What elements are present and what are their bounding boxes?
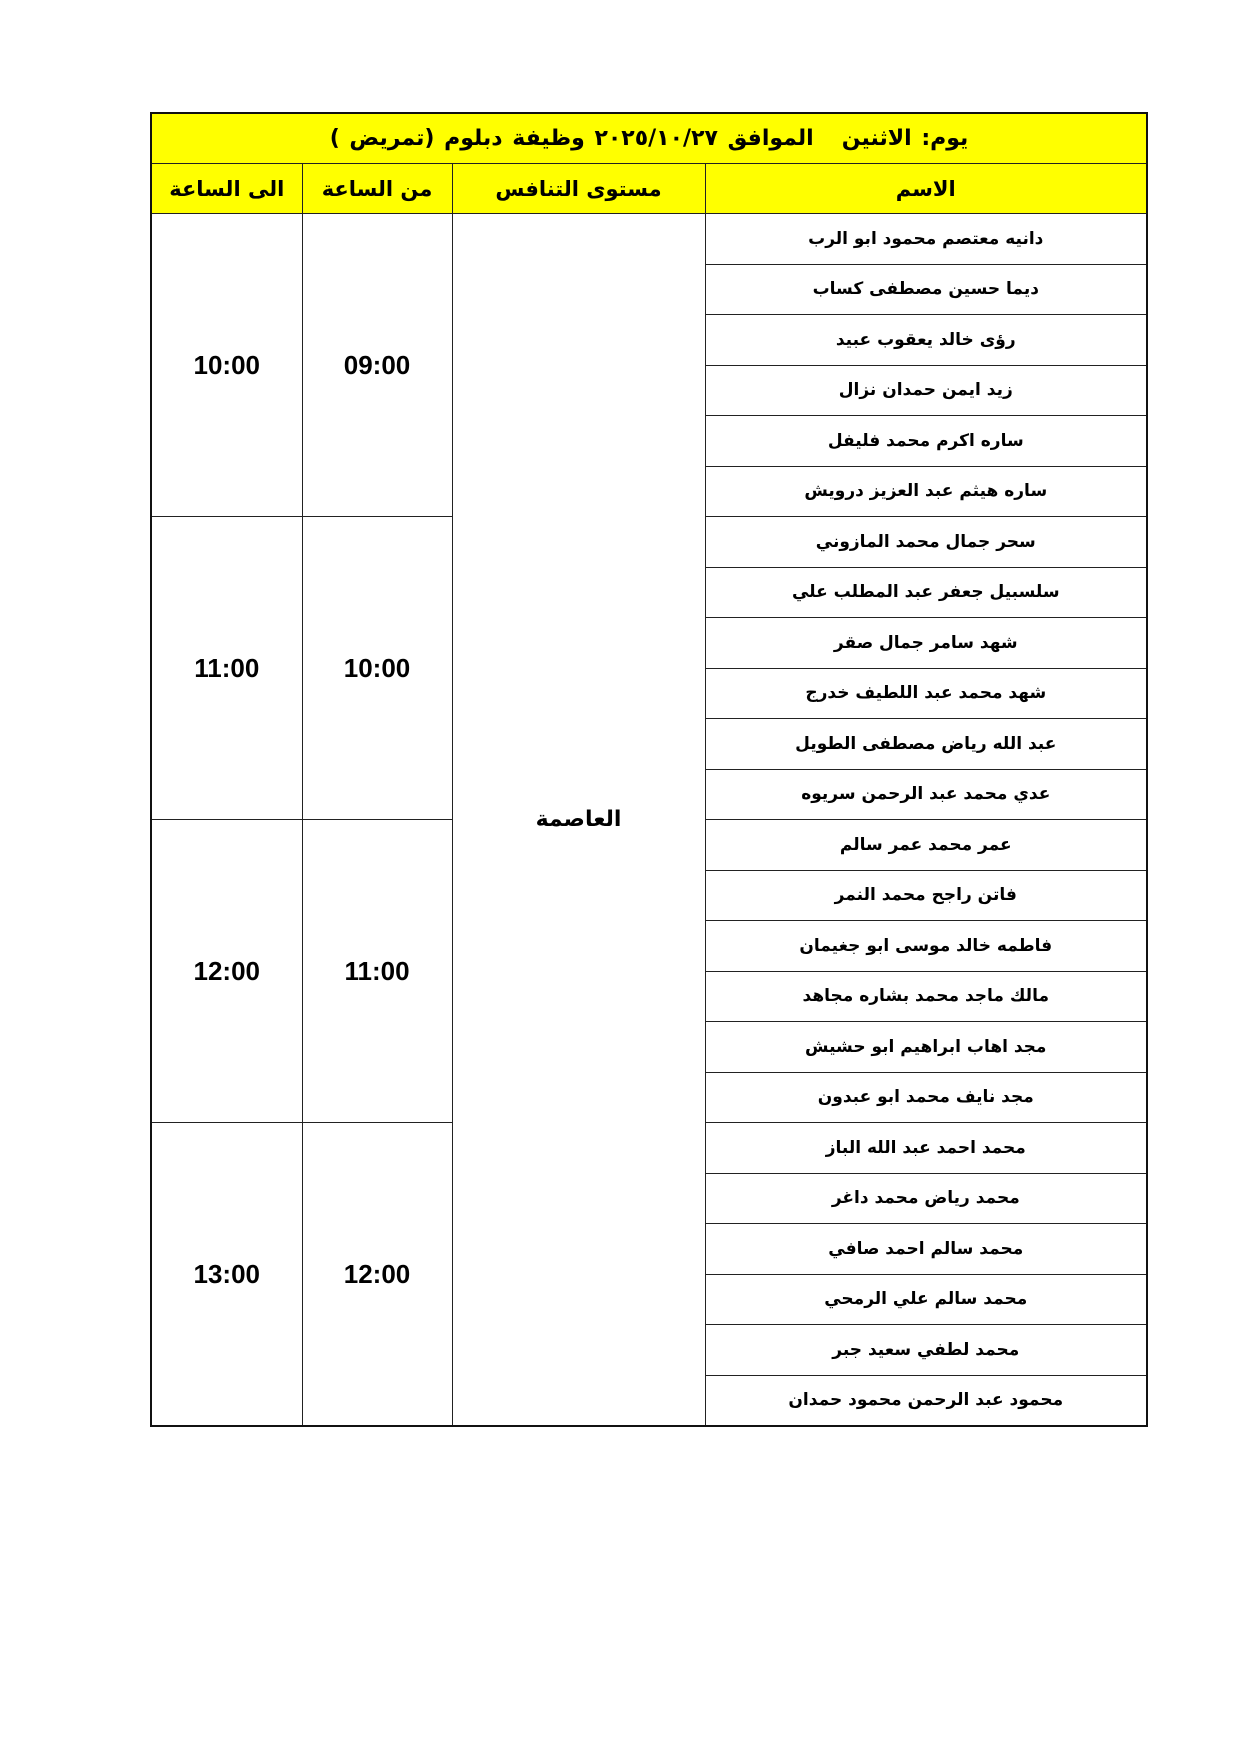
candidate-name: سلسبيل جعفر عبد المطلب علي [705, 567, 1147, 618]
column-header-from-time: من الساعة [302, 164, 452, 214]
candidate-name: ديما حسين مصطفى كساب [705, 264, 1147, 315]
from-time: 10:00 [302, 517, 452, 820]
candidate-name: ساره اكرم محمد فليفل [705, 416, 1147, 467]
schedule-body [151, 214, 1147, 1427]
document-title [151, 113, 1147, 164]
from-time: 12:00 [302, 1123, 452, 1427]
candidate-name: شهد سامر جمال صقر [705, 618, 1147, 669]
candidate-name: ساره هيثم عبد العزيز درويش [705, 466, 1147, 517]
candidate-name: محمد رياض محمد داغر [705, 1173, 1147, 1224]
candidate-name: مجد اهاب ابراهيم ابو حشيش [705, 1022, 1147, 1073]
title-day: يوم: الاثنين [841, 126, 969, 151]
to-time: 11:00 [151, 517, 302, 820]
column-header-name: الاسم [705, 164, 1147, 214]
to-time: 10:00 [151, 214, 302, 517]
title-row [151, 113, 1147, 164]
candidate-name: زيد ايمن حمدان نزال [705, 365, 1147, 416]
candidate-name: عمر محمد عمر سالم [705, 820, 1147, 871]
to-time: 13:00 [151, 1123, 302, 1427]
column-header-to-time: الى الساعة [151, 164, 302, 214]
schedule-table [150, 112, 1148, 1427]
candidate-name: محمد احمد عبد الله الباز [705, 1123, 1147, 1174]
candidate-name: محمود عبد الرحمن محمود حمدان [705, 1375, 1147, 1426]
competition-level: العاصمة [452, 214, 705, 1427]
table-row [151, 214, 1147, 265]
candidate-name: فاطمه خالد موسى ابو جغيمان [705, 921, 1147, 972]
title-date-job: الموافق ٢٠٢٥/١٠/٢٧ وظيفة دبلوم (تمريض ) [329, 126, 814, 151]
candidate-name: مجد نايف محمد ابو عبدون [705, 1072, 1147, 1123]
candidate-name: رؤى خالد يعقوب عبيد [705, 315, 1147, 366]
candidate-name: عدي محمد عبد الرحمن سريوه [705, 769, 1147, 820]
candidate-name: محمد سالم احمد صافي [705, 1224, 1147, 1275]
candidate-name: عبد الله رياض مصطفى الطويل [705, 719, 1147, 770]
candidate-name: سحر جمال محمد المازوني [705, 517, 1147, 568]
candidate-name: محمد سالم علي الرمحي [705, 1274, 1147, 1325]
from-time: 09:00 [302, 214, 452, 517]
from-time: 11:00 [302, 820, 452, 1123]
candidate-name: شهد محمد عبد اللطيف خدرج [705, 668, 1147, 719]
to-time: 12:00 [151, 820, 302, 1123]
candidate-name: فاتن راجح محمد النمر [705, 870, 1147, 921]
candidate-name: محمد لطفي سعيد جبر [705, 1325, 1147, 1376]
column-header-level: مستوى التنافس [452, 164, 705, 214]
column-header-row [151, 164, 1147, 214]
candidate-name: دانيه معتصم محمود ابو الرب [705, 214, 1147, 265]
candidate-name: مالك ماجد محمد بشاره مجاهد [705, 971, 1147, 1022]
